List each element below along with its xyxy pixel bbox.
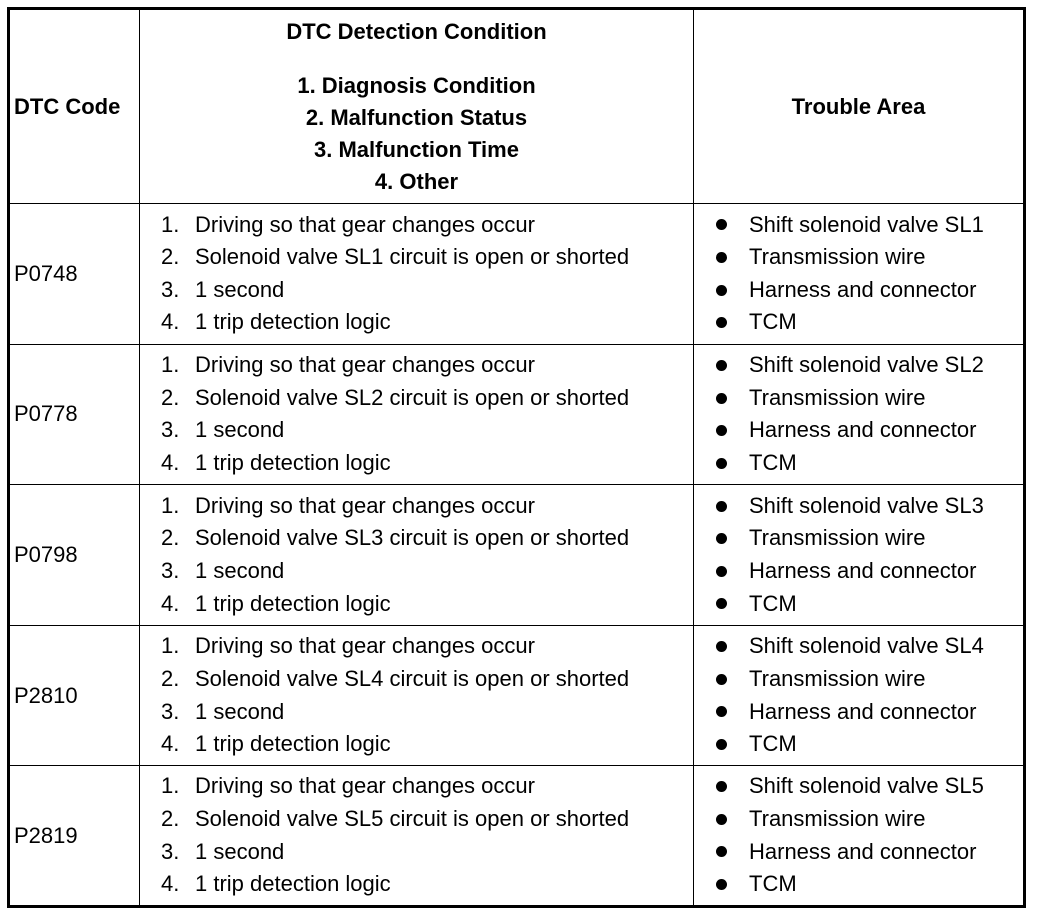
condition-number: 4. — [161, 871, 180, 897]
condition-item — [161, 696, 693, 729]
condition-text: 1 second — [195, 557, 285, 583]
trouble-area-text: Shift solenoid valve SL3 — [749, 492, 984, 518]
condition-number: 1. — [161, 211, 180, 237]
trouble-area-item — [716, 555, 1023, 588]
table-row — [9, 204, 1025, 345]
condition-number: 1. — [161, 492, 180, 518]
trouble-area-text: Shift solenoid valve SL2 — [749, 352, 984, 378]
header-row — [9, 9, 1025, 204]
condition-number: 2. — [161, 384, 180, 410]
condition-number: 1. — [161, 633, 180, 659]
bullet-icon — [716, 252, 727, 263]
detection-condition-cell — [140, 344, 694, 485]
bullet-icon — [716, 285, 727, 296]
condition-text: Solenoid valve SL5 circuit is open or shorted — [195, 806, 630, 832]
dtc-code-cell: P0798 — [9, 485, 140, 626]
condition-list — [161, 349, 693, 479]
trouble-area-text: Transmission wire — [749, 665, 926, 691]
trouble-area-text: Shift solenoid valve SL1 — [749, 211, 984, 237]
dtc-table-body — [9, 9, 1025, 907]
bullet-icon — [716, 393, 727, 404]
header-condition-item: 4. Other — [374, 168, 459, 194]
bullet-icon — [716, 674, 727, 685]
trouble-area-text: Shift solenoid valve SL4 — [749, 633, 984, 659]
header-dtc-code: DTC Code — [9, 9, 140, 204]
condition-number: 3. — [161, 276, 180, 302]
condition-item — [161, 241, 693, 274]
condition-list — [161, 209, 693, 339]
condition-list — [161, 630, 693, 760]
condition-item — [161, 770, 693, 803]
trouble-area-item — [716, 382, 1023, 415]
bullet-icon — [716, 846, 727, 857]
condition-number: 2. — [161, 525, 180, 551]
condition-text: Solenoid valve SL1 circuit is open or shorted — [195, 244, 630, 270]
trouble-area-cell — [694, 766, 1025, 907]
trouble-area-text: Harness and connector — [749, 698, 977, 724]
condition-list — [161, 770, 693, 900]
bullet-icon — [716, 501, 727, 512]
condition-text: 1 trip detection logic — [195, 309, 391, 335]
bullet-icon — [716, 706, 727, 717]
condition-text: 1 second — [195, 838, 285, 864]
trouble-area-item — [716, 728, 1023, 761]
trouble-area-cell — [694, 625, 1025, 766]
header-condition-list — [140, 70, 693, 198]
detection-condition-cell — [140, 625, 694, 766]
trouble-area-item — [716, 868, 1023, 901]
trouble-area-item — [716, 490, 1023, 523]
bullet-icon — [716, 317, 727, 328]
table-row — [9, 625, 1025, 766]
condition-number: 2. — [161, 665, 180, 691]
trouble-area-text: TCM — [749, 731, 797, 757]
trouble-area-item — [716, 522, 1023, 555]
condition-list — [161, 490, 693, 620]
condition-text: Driving so that gear changes occur — [195, 352, 535, 378]
trouble-area-text: Harness and connector — [749, 557, 977, 583]
trouble-area-text: TCM — [749, 590, 797, 616]
bullet-icon — [716, 598, 727, 609]
condition-number: 1. — [161, 352, 180, 378]
condition-number: 4. — [161, 731, 180, 757]
bullet-icon — [716, 781, 727, 792]
bullet-icon — [716, 533, 727, 544]
condition-number: 3. — [161, 698, 180, 724]
trouble-area-text: TCM — [749, 309, 797, 335]
header-condition-item: 1. Diagnosis Condition — [297, 72, 536, 98]
condition-item — [161, 630, 693, 663]
table-row — [9, 766, 1025, 907]
trouble-area-item — [716, 306, 1023, 339]
condition-item — [161, 349, 693, 382]
trouble-area-item — [716, 274, 1023, 307]
trouble-area-item — [716, 447, 1023, 480]
condition-text: Driving so that gear changes occur — [195, 211, 535, 237]
table-row — [9, 344, 1025, 485]
condition-item — [161, 588, 693, 621]
condition-item — [161, 555, 693, 588]
condition-item — [161, 306, 693, 339]
trouble-area-list — [716, 770, 1023, 900]
trouble-area-text: Shift solenoid valve SL5 — [749, 773, 984, 799]
trouble-area-list — [716, 490, 1023, 620]
detection-condition-cell — [140, 485, 694, 626]
header-detection-title: DTC Detection Condition — [286, 18, 547, 44]
bullet-icon — [716, 458, 727, 469]
trouble-area-cell — [694, 344, 1025, 485]
trouble-area-item — [716, 349, 1023, 382]
dtc-table — [7, 7, 1026, 908]
trouble-area-text: Harness and connector — [749, 838, 977, 864]
condition-text: 1 second — [195, 417, 285, 443]
condition-number: 2. — [161, 244, 180, 270]
trouble-area-text: Harness and connector — [749, 417, 977, 443]
condition-text: Driving so that gear changes occur — [195, 633, 535, 659]
bullet-icon — [716, 739, 727, 750]
bullet-icon — [716, 360, 727, 371]
header-trouble-area: Trouble Area — [694, 9, 1025, 204]
trouble-area-item — [716, 414, 1023, 447]
trouble-area-item — [716, 663, 1023, 696]
condition-item — [161, 209, 693, 242]
condition-item — [161, 382, 693, 415]
condition-item — [161, 868, 693, 901]
detection-condition-cell — [140, 204, 694, 345]
condition-item — [161, 447, 693, 480]
trouble-area-text: Transmission wire — [749, 806, 926, 832]
trouble-area-list — [716, 209, 1023, 339]
condition-text: 1 second — [195, 698, 285, 724]
condition-text: 1 second — [195, 276, 285, 302]
bullet-icon — [716, 566, 727, 577]
trouble-area-text: TCM — [749, 871, 797, 897]
header-condition-item: 3. Malfunction Time — [314, 136, 519, 162]
condition-item — [161, 522, 693, 555]
trouble-area-cell — [694, 204, 1025, 345]
condition-item — [161, 803, 693, 836]
trouble-area-item — [716, 630, 1023, 663]
trouble-area-item — [716, 770, 1023, 803]
bullet-icon — [716, 641, 727, 652]
condition-text: Driving so that gear changes occur — [195, 773, 535, 799]
condition-number: 2. — [161, 806, 180, 832]
condition-number: 3. — [161, 557, 180, 583]
header-detection-condition — [140, 9, 694, 204]
trouble-area-text: Harness and connector — [749, 276, 977, 302]
trouble-area-item — [716, 836, 1023, 869]
condition-text: 1 trip detection logic — [195, 871, 391, 897]
dtc-code-cell: P2819 — [9, 766, 140, 907]
condition-text: 1 trip detection logic — [195, 731, 391, 757]
trouble-area-item — [716, 696, 1023, 729]
trouble-area-list — [716, 349, 1023, 479]
condition-number: 4. — [161, 449, 180, 475]
header-condition-item: 2. Malfunction Status — [305, 104, 528, 130]
condition-number: 4. — [161, 590, 180, 616]
trouble-area-cell — [694, 485, 1025, 626]
trouble-area-text: Transmission wire — [749, 384, 926, 410]
trouble-area-item — [716, 588, 1023, 621]
condition-item — [161, 490, 693, 523]
trouble-area-text: TCM — [749, 449, 797, 475]
bullet-icon — [716, 219, 727, 230]
trouble-area-item — [716, 803, 1023, 836]
condition-text: 1 trip detection logic — [195, 590, 391, 616]
condition-item — [161, 836, 693, 869]
trouble-area-list — [716, 630, 1023, 760]
bullet-icon — [716, 814, 727, 825]
condition-item — [161, 274, 693, 307]
condition-number: 1. — [161, 773, 180, 799]
trouble-area-text: Transmission wire — [749, 244, 926, 270]
condition-number: 4. — [161, 309, 180, 335]
condition-item — [161, 663, 693, 696]
condition-text: Driving so that gear changes occur — [195, 492, 535, 518]
trouble-area-text: Transmission wire — [749, 525, 926, 551]
condition-text: Solenoid valve SL4 circuit is open or shorted — [195, 665, 630, 691]
condition-item — [161, 728, 693, 761]
condition-text: Solenoid valve SL3 circuit is open or shorted — [195, 525, 630, 551]
condition-text: 1 trip detection logic — [195, 449, 391, 475]
trouble-area-item — [716, 241, 1023, 274]
table-row — [9, 485, 1025, 626]
condition-number: 3. — [161, 838, 180, 864]
condition-number: 3. — [161, 417, 180, 443]
condition-item — [161, 414, 693, 447]
dtc-code-cell: P0778 — [9, 344, 140, 485]
dtc-code-cell: P0748 — [9, 204, 140, 345]
bullet-icon — [716, 425, 727, 436]
detection-condition-cell — [140, 766, 694, 907]
bullet-icon — [716, 879, 727, 890]
dtc-code-cell: P2810 — [9, 625, 140, 766]
condition-text: Solenoid valve SL2 circuit is open or shorted — [195, 384, 630, 410]
trouble-area-item — [716, 209, 1023, 242]
